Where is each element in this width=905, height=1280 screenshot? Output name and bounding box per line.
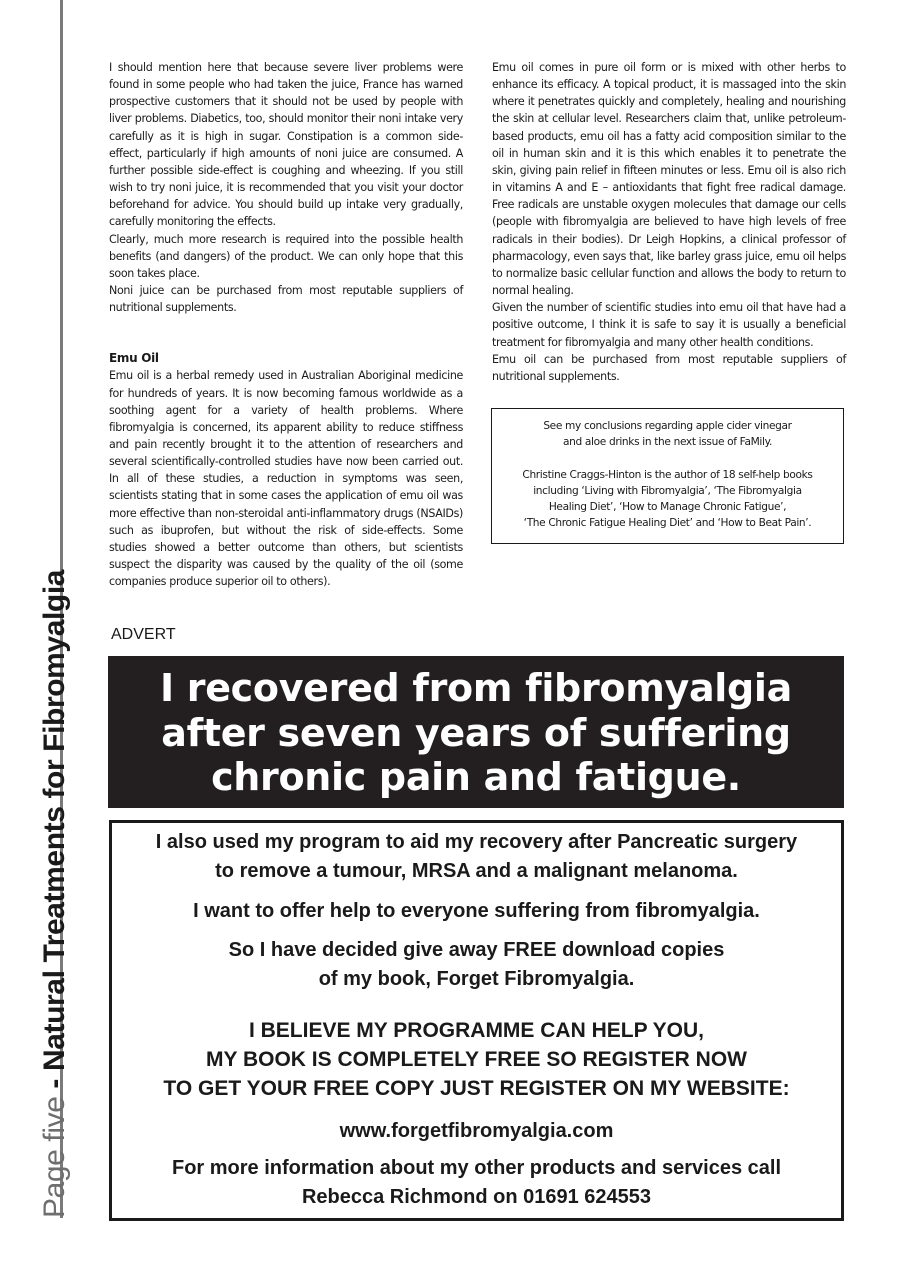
paragraph: Noni juice can be purchased from most reputable suppliers of nutritional supplements. (109, 284, 463, 315)
register-text: I BELIEVE MY PROGRAMME CAN HELP YOU, MY BOOK IS COMPLETELY FREE SO REGISTER NOW TO GET YOUR FREE COPY JUST REGISTER ON MY WEBSITE: (163, 1019, 790, 1100)
note-line: Christine Craggs-Hinton is the author of 18 self-help books (522, 468, 813, 481)
advert-body-box (109, 820, 844, 1221)
advert-headline (108, 656, 844, 808)
sidebar-title (40, 570, 70, 1218)
headline-line: I recovered from fibromyalgia (159, 666, 792, 710)
page-label: Page five (38, 1096, 71, 1218)
note-line: See my conclusions regarding apple cider vinegar (543, 420, 792, 432)
paragraph: I should mention here that because severe liver problems were found in some people who had taken the juice, France has warned prospective customers that it should not be used by people with liver problems. Diabetics, too, should monitor their noni intake very carefully as it is high in sugar. Constipation is a common side-effect, particularly if high amounts of noni juice are consumed. A further possible side-effect is coughing and wheezing. If you still wish to try noni juice, it is recommended that you visit your doctor beforehand for advice. You should build up intake very gradually, carefully monitoring the effects. (109, 61, 463, 229)
headline-line: chronic pain and fatigue. (211, 755, 741, 799)
note-line: including ‘Living with Fibromyalgia’, ‘The Fibromyalgia (533, 484, 802, 497)
surgery-text: I also used my program to aid my recovery after Pancreatic surgery to remove a tumour, MRSA and a malignant melanoma. (155, 831, 798, 882)
paragraph: Emu oil is a herbal remedy used in Australian Aboriginal medicine for hundreds of years. It is now becoming famous worldwide as a soothing agent for a variety of health problems. Where fibromyalgia is concerned, its apparent ability to reduce stiffness and pain recently brought it to the attention of researchers and several scientifically-controlled studies have now been carried out. In all of these studies, a reduction in symptoms was seen, scientists stating that in some cases the application of emu oil was more effective than non-steroidal anti-inflammatory drugs (NSAIDs) such as ibuprofen, but without the risk of side-effects. Some studies showed a better outcome than others, but scientists suspect the disparity was caused by the quality of the oil (some companies produce superior oil to others). (109, 369, 463, 589)
headline-line: after seven years of suffering (161, 710, 791, 755)
left-column (109, 59, 463, 590)
note-line: and aloe drinks in the next issue of FaMily. (563, 436, 772, 449)
author-note-box (491, 408, 844, 544)
giveaway-text: So I have decided give away FREE download copies of my book, Forget Fibromyalgia. (228, 939, 725, 990)
note-line: Healing Diet’, ‘How to Manage Chronic Fatigue’, (548, 501, 787, 514)
section-title: Natural Treatments for Fibromyalgia (38, 569, 71, 1072)
offer-text: I want to offer help to everyone suffering from fibromyalgia. (193, 900, 760, 922)
paragraph: Given the number of scientific studies into emu oil that have had a positive outcome, I think it is safe to say it is usually a beneficial treatment for fibromyalgia and many other health conditions. (492, 301, 846, 349)
website-link[interactable]: www.forgetfibromyalgia.com (339, 1120, 614, 1142)
paragraph: Emu oil comes in pure oil form or is mixed with other herbs to enhance its efficacy. A topical product, it is massaged into the skin where it penetrates quickly and completely, healing and nourishing the skin at cellular level. Researchers claim that, unlike petroleum-based products, emu oil has a fatty acid composition similar to the oil in human skin and it is this which enables it to penetrate the skin, giving pain relief in fifteen minutes or less. Emu oil is also rich in vitamins A and E – antioxidants that fight free radical damage. Free radicals are unstable oxygen molecules that damage our cells (people with fibromyalgia are believed to have high levels of free radicals in their bodies). Dr Leigh Hopkins, a clinical professor of pharmacology, even says that, like barley grass juice, emu oil helps to normalize basic cellular function and allows the body to return to normal healing. (492, 61, 846, 298)
right-column (492, 59, 846, 385)
paragraph: Emu oil can be purchased from most reputable suppliers of nutritional supplements. (492, 352, 846, 383)
advert-label: ADVERT (111, 626, 176, 643)
note-line: ‘The Chronic Fatigue Healing Diet’ and ‘How to Beat Pain’. (523, 517, 812, 530)
title-separator: - (38, 1071, 71, 1097)
emu-oil-heading: Emu Oil (109, 351, 159, 366)
contact-text: For more information about my other products and services call Rebecca Richmond on 01691 624553 (171, 1157, 781, 1208)
paragraph: Clearly, much more research is required into the possible health benefits (and dangers) of the product. We can only hope that this soon takes place. (109, 232, 463, 280)
